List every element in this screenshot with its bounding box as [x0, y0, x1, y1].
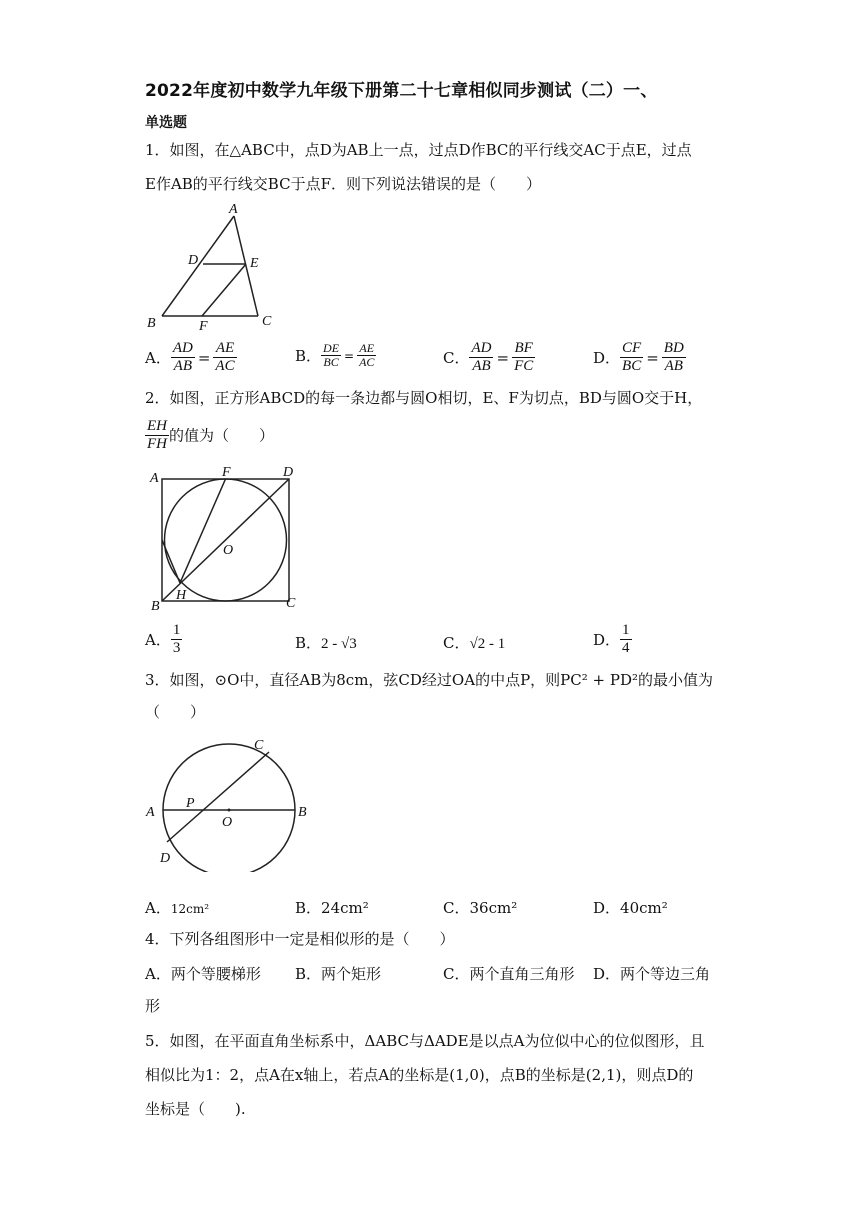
q1-label-b: B [147, 316, 156, 331]
q2-line1: 2．如图，正方形ABCD的每一条边都与圆O相切，E、F为切点，BD与圆O交于H， [145, 389, 703, 407]
q3-circle-chord-figure [140, 732, 320, 872]
q3-label-d: D [160, 851, 171, 866]
q4-line1: 4．下列各组图形中一定是相似形的是（ ） [145, 930, 455, 948]
q4-option-b[interactable]: B．两个矩形 [295, 965, 382, 983]
q3-option-a[interactable]: A．12cm² [145, 899, 210, 917]
q2-option-a[interactable]: A． $\frac{1}{3}$ [145, 622, 181, 656]
q1-option-d[interactable]: D． $\frac{CF}{BC}$ = $\frac{BD}{AB}$ [593, 340, 684, 374]
q3-option-d[interactable]: D．40cm² [593, 899, 668, 917]
q1-option-c[interactable]: C． $\frac{AD}{AB}$ = $\frac{BF}{FC}$ [443, 340, 534, 374]
q2-label-f: F [222, 465, 231, 480]
q3-label-p: P [186, 796, 195, 811]
q1-triangle-figure [140, 200, 290, 335]
q1-label-a: A [229, 202, 238, 217]
q4-option-c[interactable]: C．两个直角三角形 [443, 965, 575, 983]
q3-option-c[interactable]: C．36cm² [443, 899, 518, 917]
q1-line2: E作AB的平行线交BC于点F．则下列说法错误的是（ ） [145, 175, 541, 193]
section-heading: 单选题 [145, 115, 187, 131]
q2-option-b[interactable]: B．2 - √3 [295, 634, 357, 652]
q5-line3: 坐标是（ ). [145, 1100, 246, 1118]
q4-option-d[interactable]: D．两个等边三角 [593, 965, 711, 983]
q3-option-b[interactable]: B．24cm² [295, 899, 369, 917]
page-title: 2022年度初中数学九年级下册第二十七章相似同步测试（二）一、 [145, 81, 658, 101]
q3-label-c: C [254, 738, 264, 753]
q3-line1: 3．如图，⊙O中，直径AB为8cm，弦CD经过OA的中点P，则PC² + PD²的最小值为 [145, 671, 713, 689]
q1-option-a[interactable]: A． $\frac{AD}{AB}$ = $\frac{AE}{AC}$ [145, 340, 235, 374]
q3-line2: （ ） [145, 703, 206, 721]
q2-option-c[interactable]: C．√2 - 1 [443, 634, 506, 652]
q3-label-a: A [146, 805, 155, 820]
q1-label-e: E [250, 256, 259, 271]
q4-option-d-wrap: 形 [145, 997, 161, 1015]
q2-option-d[interactable]: D． $\frac{1}{4}$ [593, 622, 630, 656]
q5-line2: 相似比为1：2，点A在x轴上，若点A的坐标是(1,0)，点B的坐标是(2,1)，则点D的 [145, 1066, 694, 1084]
q2-label-d: D [283, 465, 294, 480]
q1-label-c: C [262, 314, 272, 329]
q1-option-b[interactable]: B． $\frac{DE}{BC}$ = $\frac{AE}{AC}$ [295, 341, 375, 369]
q5-line1: 5．如图，在平面直角坐标系中，ΔABC与ΔADE是以点A为位似中心的位似图形，且 [145, 1032, 705, 1050]
q3-label-o: O [222, 815, 233, 830]
q2-label-a: A [150, 471, 159, 486]
q3-label-b: B [298, 805, 307, 820]
q2-label-o: O [223, 543, 234, 558]
q1-line1: 1．如图，在△ABC中，点D为AB上一点，过点D作BC的平行线交AC于点E，过点 [145, 141, 692, 159]
q1-label-f: F [199, 319, 208, 334]
q2-label-b: B [151, 599, 160, 614]
q2-label-h: H [176, 588, 187, 603]
q2-line2: $\frac{EH}{FH}$ 的值为（ ） [147, 418, 275, 452]
q2-square-circle-figure [143, 462, 313, 614]
q2-label-c: C [286, 596, 296, 611]
q4-option-a[interactable]: A．两个等腰梯形 [145, 965, 261, 983]
q1-label-d: D [188, 253, 199, 268]
